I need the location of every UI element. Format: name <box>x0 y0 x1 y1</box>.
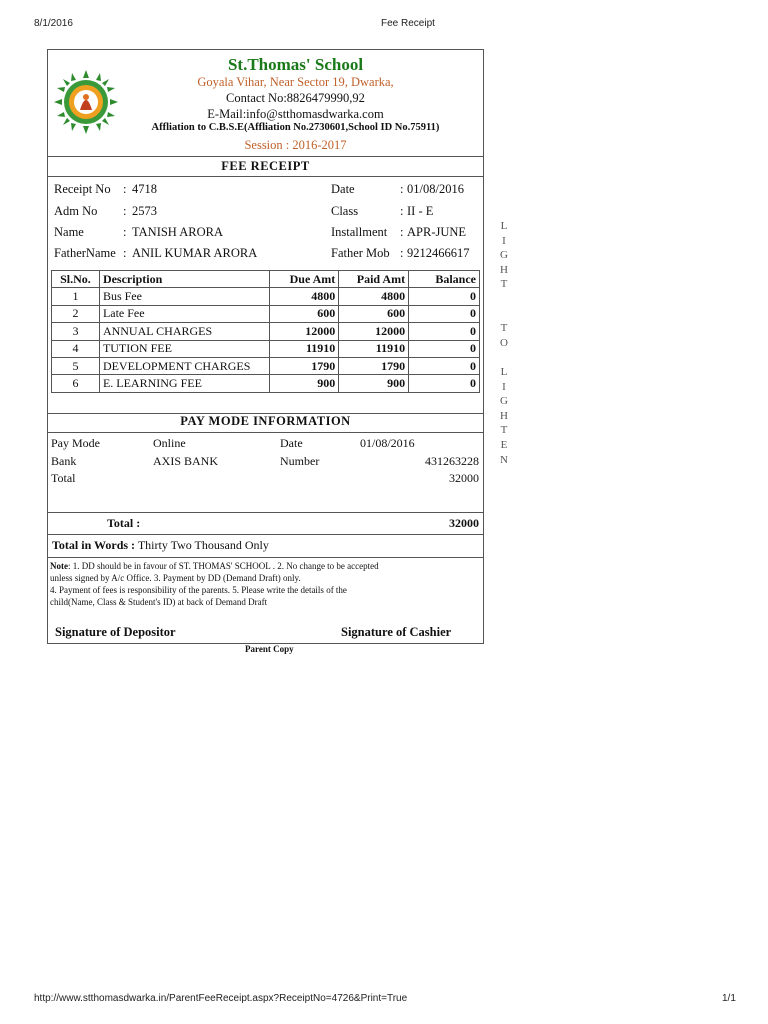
date-sep: : <box>400 182 404 196</box>
receipt-no-sep: : <box>123 182 127 196</box>
side-letter: N <box>500 453 508 466</box>
note-label: Note <box>50 561 68 571</box>
print-page-number: 1/1 <box>722 993 736 1004</box>
cell-bal: 0 <box>409 288 480 305</box>
cell-paid: 1790 <box>339 357 409 374</box>
cell-paid: 4800 <box>339 288 409 305</box>
pay-mode-label: Pay Mode <box>51 436 100 450</box>
table-row <box>52 323 480 340</box>
side-letter: L <box>500 365 508 378</box>
pay-total-label: Total <box>51 471 76 485</box>
note-line3: 4. Payment of fees is responsibility of the parents. 5. Please write the details of the <box>50 585 347 595</box>
father-mob-value: 9212466617 <box>407 246 470 260</box>
adm-no-value: 2573 <box>132 204 157 218</box>
bank-value: AXIS BANK <box>153 454 219 468</box>
number-label: Number <box>280 454 320 468</box>
receipt-no-value: 4718 <box>132 182 157 196</box>
bank-label: Bank <box>51 454 77 468</box>
print-date: 8/1/2016 <box>34 18 73 29</box>
col-sl: Sl.No. <box>52 271 100 288</box>
cell-sl: 3 <box>52 323 100 340</box>
cell-due: 11910 <box>269 340 339 357</box>
cell-paid: 900 <box>339 375 409 392</box>
adm-no-sep: : <box>123 204 127 218</box>
words-value: Thirty Two Thousand Only <box>137 538 269 552</box>
father-mob-label: Father Mob <box>331 246 390 260</box>
name-label: Name <box>54 225 84 239</box>
divider <box>48 512 483 513</box>
adm-no-label: Adm No <box>54 204 98 218</box>
date-label: Date <box>331 182 355 196</box>
table-row <box>52 357 480 374</box>
pay-mode-value: Online <box>153 436 186 450</box>
side-letter: G <box>500 249 508 262</box>
school-affiliation: Affliation to C.B.S.E(Affliation No.2730601,School ID No.75911) <box>151 122 440 133</box>
school-session: Session : 2016-2017 <box>244 138 347 152</box>
school-address: Goyala Vihar, Near Sector 19, Dwarka, <box>197 75 394 89</box>
table-row <box>52 375 480 392</box>
receipt-title: FEE RECEIPT <box>221 159 310 173</box>
number-value: 431263228 <box>425 454 479 468</box>
paymode-title: PAY MODE INFORMATION <box>180 414 351 428</box>
cell-bal: 0 <box>409 375 480 392</box>
cell-desc: TUTION FEE <box>99 340 269 357</box>
side-letter: T <box>500 322 508 335</box>
cell-sl: 2 <box>52 305 100 322</box>
divider <box>48 176 483 177</box>
total-in-words <box>52 538 269 553</box>
date-value: 01/08/2016 <box>407 182 464 196</box>
note-line1: : 1. DD should be in favour of ST. THOMAS' SCHOOL . 2. No change to be accepted <box>68 561 379 571</box>
cell-due: 900 <box>269 375 339 392</box>
installment-value: APR-JUNE <box>407 225 467 239</box>
total-label: Total : <box>107 516 141 530</box>
receipt-no-label: Receipt No <box>54 182 111 196</box>
cashier-signature: Signature of Cashier <box>341 625 452 639</box>
name-value: TANISH ARORA <box>132 225 224 239</box>
note-line4: child(Name, Class & Student's ID) at back of Demand Draft <box>50 597 268 607</box>
note-block <box>50 560 450 608</box>
col-due: Due Amt <box>269 271 339 288</box>
table-row <box>52 305 480 322</box>
father-name-value: ANIL KUMAR ARORA <box>132 246 258 260</box>
cell-due: 4800 <box>269 288 339 305</box>
side-letter <box>497 292 511 307</box>
note-line2: unless signed by A/c Office. 3. Payment by DD (Demand Draft) only. <box>50 573 301 583</box>
words-label: Total in Words : <box>52 538 136 552</box>
cell-due: 12000 <box>269 323 339 340</box>
table-row <box>52 340 480 357</box>
total-value: 32000 <box>449 516 479 530</box>
side-letter: H <box>500 263 508 276</box>
divider <box>48 156 483 157</box>
cell-sl: 5 <box>52 357 100 374</box>
cell-desc: ANNUAL CHARGES <box>99 323 269 340</box>
cell-due: 600 <box>269 305 339 322</box>
table-row <box>52 288 480 305</box>
cell-desc: Late Fee <box>99 305 269 322</box>
divider <box>48 432 483 433</box>
cell-bal: 0 <box>409 357 480 374</box>
side-letter: G <box>500 395 508 408</box>
school-email: E-Mail:info@stthomasdwarka.com <box>207 107 384 121</box>
divider <box>48 557 483 558</box>
class-value: II - E <box>407 204 434 218</box>
side-letter: H <box>500 409 508 422</box>
cell-paid: 600 <box>339 305 409 322</box>
installment-sep: : <box>400 225 404 239</box>
name-sep: : <box>123 225 127 239</box>
side-letter <box>497 350 511 365</box>
father-name-sep: : <box>123 246 127 260</box>
light-to-lighten-text <box>497 219 511 467</box>
cell-desc: Bus Fee <box>99 288 269 305</box>
side-letter: E <box>500 438 508 451</box>
cell-desc: E. LEARNING FEE <box>99 375 269 392</box>
side-letter: T <box>500 278 508 291</box>
depositor-signature: Signature of Depositor <box>55 625 176 639</box>
cell-sl: 6 <box>52 375 100 392</box>
class-label: Class <box>331 204 359 218</box>
cell-paid: 12000 <box>339 323 409 340</box>
fees-table <box>51 270 480 393</box>
cell-bal: 0 <box>409 323 480 340</box>
side-letter: L <box>500 220 508 232</box>
installment-label: Installment <box>331 225 388 239</box>
cell-sl: 1 <box>52 288 100 305</box>
father-name-label: FatherName <box>54 246 116 260</box>
col-paid: Paid Amt <box>339 271 409 288</box>
print-url: http://www.stthomasdwarka.in/ParentFeeReceipt.aspx?ReceiptNo=4726&Print=True <box>34 993 408 1004</box>
pay-date-label: Date <box>280 436 303 450</box>
pay-date-value: 01/08/2016 <box>360 436 415 450</box>
cell-paid: 11910 <box>339 340 409 357</box>
copy-label: Parent Copy <box>245 644 294 654</box>
cell-bal: 0 <box>409 305 480 322</box>
fees-header-row <box>52 271 480 288</box>
side-letter: I <box>502 234 506 247</box>
side-letter: T <box>500 424 508 437</box>
school-contact: Contact No:8826479990,92 <box>226 91 365 105</box>
cell-bal: 0 <box>409 340 480 357</box>
class-sep: : <box>400 204 404 218</box>
divider <box>48 534 483 535</box>
fee-receipt <box>47 49 484 644</box>
pay-total-value: 32000 <box>449 471 479 485</box>
col-balance: Balance <box>409 271 480 288</box>
print-title: Fee Receipt <box>381 18 435 29</box>
side-letter <box>497 307 511 322</box>
side-letter: O <box>500 336 508 349</box>
side-letter: I <box>502 380 506 393</box>
cell-sl: 4 <box>52 340 100 357</box>
father-mob-sep: : <box>400 246 404 260</box>
cell-desc: DEVELOPMENT CHARGES <box>99 357 269 374</box>
school-name: St.Thomas' School <box>227 55 364 74</box>
cell-due: 1790 <box>269 357 339 374</box>
col-description: Description <box>99 271 269 288</box>
